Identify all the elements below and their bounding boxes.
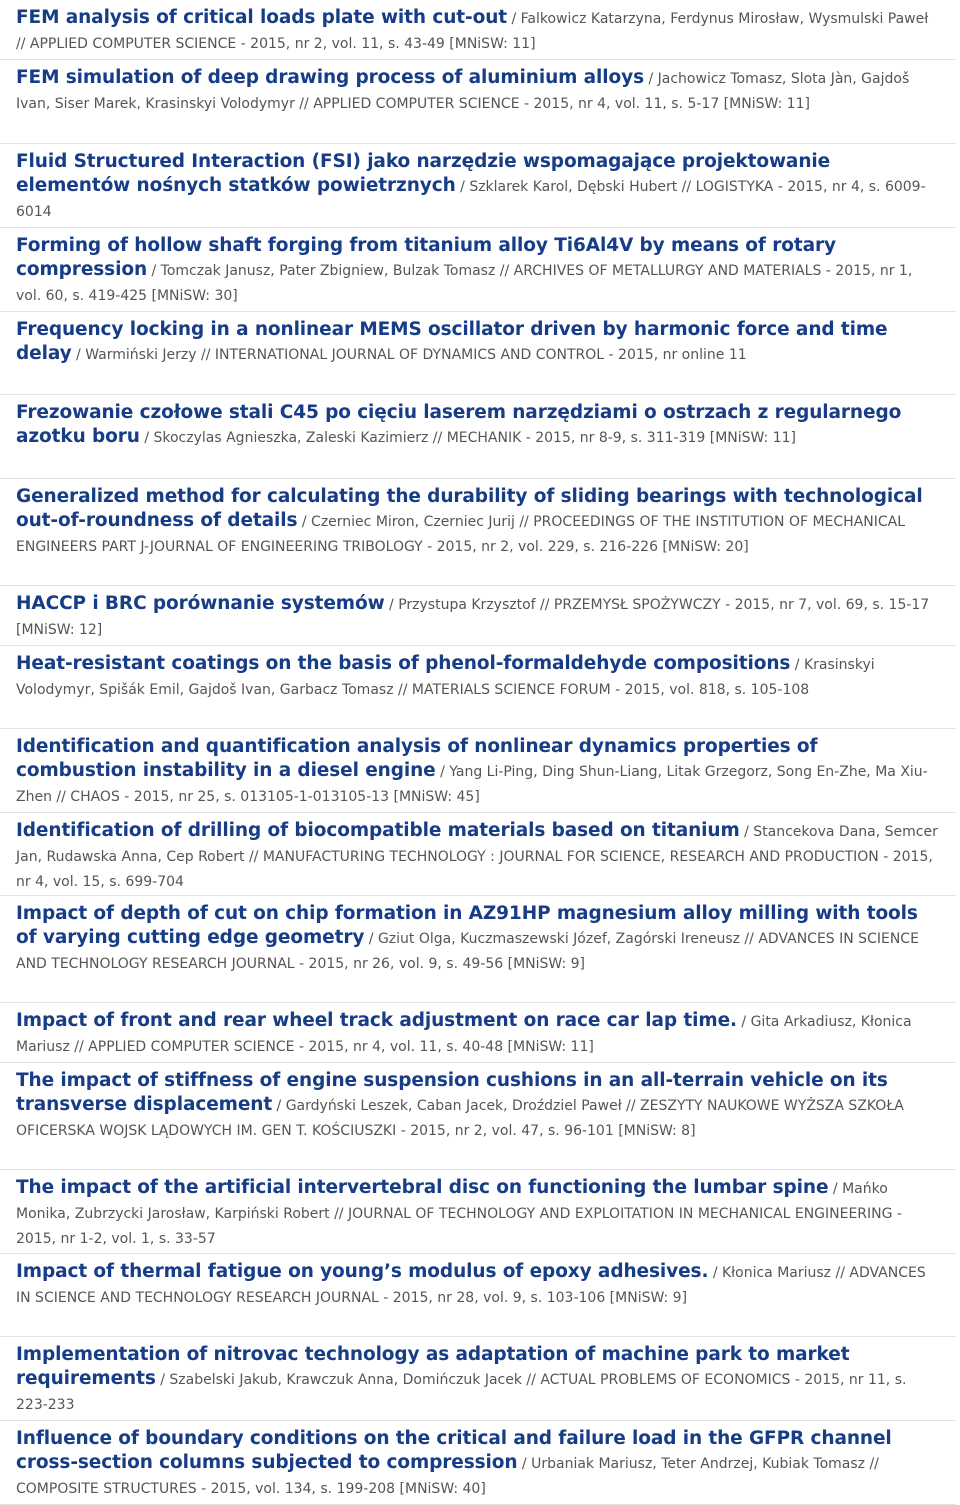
publication-authors: Gziut Olga, Kuczmaszewski Józef, Zagórski Ireneusz xyxy=(377,931,740,947)
publication-source: ACTUAL PROBLEMS OF ECONOMICS - 2015, nr 11, s. 223-233 xyxy=(16,1372,907,1413)
separator: // xyxy=(621,1098,641,1114)
publication-source: JOURNAL OF TECHNOLOGY AND EXPLOITATION IN MECHANICAL ENGINEERING - 2015, nr 1-2, vol. 1, s. 33-57 xyxy=(16,1206,902,1247)
separator: // xyxy=(51,789,71,805)
publication-source: ADVANCES IN SCIENCE AND TECHNOLOGY RESEARCH JOURNAL - 2015, nr 26, vol. 9, s. 49-56 [MNiSW: 9] xyxy=(16,931,919,972)
publication-source: INTERNATIONAL JOURNAL OF DYNAMICS AND CONTROL - 2015, nr online 11 xyxy=(214,347,747,363)
publication-entry xyxy=(0,144,956,228)
publication-entry xyxy=(0,60,956,144)
publication-source: APPLIED COMPUTER SCIENCE - 2015, nr 2, vol. 11, s. 43-49 [MNiSW: 11] xyxy=(29,36,536,52)
publication-title-link[interactable]: Identification of drilling of biocompatible materials based on titanium xyxy=(16,820,740,841)
publication-title-link[interactable]: Influence of boundary conditions on the critical and failure load in the GFPR channel cross-section columns subjected to compression xyxy=(16,1428,892,1473)
separator: / xyxy=(455,179,470,195)
publication-title-link[interactable]: Implementation of nitrovac technology as adaptation of machine park to market requirements xyxy=(16,1344,850,1389)
separator: // xyxy=(244,849,263,865)
publication-title-link[interactable]: Impact of depth of cut on chip formation in AZ91HP magnesium alloy milling with tools of varying cutting edge geometry xyxy=(16,903,918,948)
separator: // xyxy=(196,347,215,363)
publication-authors: Przystupa Krzysztof xyxy=(398,597,536,613)
separator: // xyxy=(677,179,696,195)
publication-authors: Szabelski Jakub, Krawczuk Anna, Domińczuk Jacek xyxy=(169,1372,522,1388)
publication-title-link[interactable]: Impact of thermal fatigue on young’s modulus of epoxy adhesives. xyxy=(16,1261,709,1282)
publication-entry xyxy=(0,1337,956,1421)
publication-authors: Tomczak Janusz, Pater Zbigniew, Bulzak Tomasz xyxy=(160,263,496,279)
publication-source: MANUFACTURING TECHNOLOGY : JOURNAL FOR SCIENCE, RESEARCH AND PRODUCTION - 2015, nr 4, vol. 15, s. 699-704 xyxy=(16,849,933,890)
separator: // xyxy=(294,96,314,112)
publication-title-link[interactable]: FEM analysis of critical loads plate with cut-out xyxy=(16,7,508,28)
publication-entry xyxy=(0,1170,956,1254)
publication-title-link[interactable]: HACCP i BRC porównanie systemów xyxy=(16,593,385,614)
separator: // xyxy=(514,514,534,530)
publication-source: COMPOSITE STRUCTURES - 2015, vol. 134, s. 199-208 [MNiSW: 40] xyxy=(16,1481,486,1497)
publication-authors: Gita Arkadiusz, Kłonica Mariusz xyxy=(16,1014,912,1055)
publication-title-link[interactable]: Impact of front and rear wheel track adjustment on race car lap time. xyxy=(16,1010,737,1031)
publication-source: PRZEMYSŁ SPOŻYWCZY - 2015, nr 7, vol. 69, s. 15-17 [MNiSW: 12] xyxy=(16,597,930,638)
publication-title-link[interactable]: FEM simulation of deep drawing process of aluminium alloys xyxy=(16,67,645,88)
separator: / xyxy=(736,1014,751,1030)
publication-entry xyxy=(0,312,956,395)
separator: / xyxy=(297,514,312,530)
publication-authors: Czerniec Miron, Czerniec Jurij xyxy=(311,514,515,530)
separator: // xyxy=(428,430,447,446)
separator: // xyxy=(739,931,759,947)
separator: / xyxy=(644,71,658,87)
publication-source: ADVANCES IN SCIENCE AND TECHNOLOGY RESEARCH JOURNAL - 2015, nr 28, vol. 9, s. 103-106 [MNiSW: 9] xyxy=(16,1265,926,1306)
publication-title-link[interactable]: Identification and quantification analysis of nonlinear dynamics properties of combustion instability in a diesel engine xyxy=(16,736,818,781)
publication-source: MATERIALS SCIENCE FORUM - 2015, vol. 818, s. 105-108 xyxy=(411,682,810,698)
publication-source: APPLIED COMPUTER SCIENCE - 2015, nr 4, vol. 11, s. 40-48 [MNiSW: 11] xyxy=(88,1039,594,1055)
publication-source: ZESZYTY NAUKOWE WYŻSZA SZKOŁA OFICERSKA WOJSK LĄDOWYCH IM. GEN T. KOŚCIUSZKI - 2015, nr 2, vol. 47, s. 96-101 [MNiSW: 8] xyxy=(16,1098,904,1139)
publication-title-link[interactable]: Frequency locking in a nonlinear MEMS oscillator driven by harmonic force and time delay xyxy=(16,319,888,364)
publication-source: PROCEEDINGS OF THE INSTITUTION OF MECHANICAL ENGINEERS PART J-JOURNAL OF ENGINEERING TRIBOLOGY - 2015, nr 2, vol. 229, s. 216-226 [MNiSW: 20] xyxy=(16,514,906,555)
separator: / xyxy=(517,1456,532,1472)
separator: / xyxy=(147,263,161,279)
publication-source: APPLIED COMPUTER SCIENCE - 2015, nr 4, vol. 11, s. 5-17 [MNiSW: 11] xyxy=(313,96,810,112)
publication-entry xyxy=(0,0,956,60)
separator: // xyxy=(521,1372,541,1388)
publication-entry xyxy=(0,1421,956,1505)
publication-entry xyxy=(0,395,956,479)
publication-authors: Skoczylas Agnieszka, Zaleski Kazimierz xyxy=(153,430,429,446)
publication-title-link[interactable]: Forming of hollow shaft forging from titanium alloy Ti6Al4V by means of rotary compression xyxy=(16,235,836,280)
separator: // xyxy=(495,263,514,279)
separator: // xyxy=(69,1039,89,1055)
publication-entry xyxy=(0,813,956,896)
publication-entry xyxy=(0,646,956,729)
separator: / xyxy=(828,1181,843,1197)
publication-authors: Urbaniak Mariusz, Teter Andrzej, Kubiak Tomasz xyxy=(531,1456,866,1472)
publication-title-link[interactable]: The impact of stiffness of engine suspension cushions in an all-terrain vehicle on its transverse displacement xyxy=(16,1070,888,1115)
publication-entry xyxy=(0,1003,956,1063)
separator: / xyxy=(155,1372,170,1388)
publication-authors: Falkowicz Katarzyna, Ferdynus Mirosław, Wysmulski Paweł xyxy=(520,11,929,27)
publication-title-link[interactable]: Generalized method for calculating the durability of sliding bearings with technological out-of-roundness of details xyxy=(16,486,923,531)
separator: / xyxy=(435,764,450,780)
publication-entry xyxy=(0,1063,956,1170)
publication-source: MECHANIK - 2015, nr 8-9, s. 311-319 [MNiSW: 11] xyxy=(446,430,796,446)
publication-entry xyxy=(0,896,956,1003)
separator: / xyxy=(739,824,754,840)
publication-authors: Kłonica Mariusz xyxy=(722,1265,832,1281)
publication-authors: Krasinskyi Volodymyr, Spišák Emil, Gajdoš Ivan, Garbacz Tomasz xyxy=(16,657,875,698)
separator: / xyxy=(139,430,154,446)
separator: // xyxy=(535,597,554,613)
publication-authors: Szklarek Karol, Dębski Hubert xyxy=(469,179,678,195)
publication-source: LOGISTYKA - 2015, nr 4, s. 6009-6014 xyxy=(16,179,926,220)
separator: / xyxy=(507,11,521,27)
publication-title-link[interactable]: Fluid Structured Interaction (FSI) jako narzędzie wspomagające projektowanie elementów nośnych statków powietrznych xyxy=(16,151,831,196)
publication-authors: Stancekova Dana, Semcer Jan, Rudawska Anna, Cep Robert xyxy=(16,824,938,865)
publication-title-link[interactable]: The impact of the artificial intervertebral disc on functioning the lumbar spine xyxy=(16,1177,829,1198)
publication-authors: Warmiński Jerzy xyxy=(85,347,197,363)
publication-source: ARCHIVES OF METALLURGY AND MATERIALS - 2015, nr 1, vol. 60, s. 419-425 [MNiSW: 30] xyxy=(16,263,913,304)
separator: / xyxy=(272,1098,286,1114)
separator: / xyxy=(71,347,86,363)
publication-authors: Gardyński Leszek, Caban Jacek, Droździel Paweł xyxy=(285,1098,622,1114)
publication-title-link[interactable]: Frezowanie czołowe stali C45 po cięciu laserem narzędziami o ostrzach z regularnego azotku boru xyxy=(16,402,902,447)
separator: // xyxy=(329,1206,348,1222)
publication-entry xyxy=(0,586,956,646)
separator: // xyxy=(393,682,412,698)
publication-entry xyxy=(0,228,956,312)
separator: / xyxy=(790,657,804,673)
publication-entry xyxy=(0,1254,956,1337)
publication-title-link[interactable]: Heat-resistant coatings on the basis of phenol-formaldehyde compositions xyxy=(16,653,791,674)
publication-entry xyxy=(0,729,956,813)
separator: / xyxy=(708,1265,722,1281)
publication-authors: Jachowicz Tomasz, Slota Jàn, Gajdoš Ivan, Siser Marek, Krasinskyi Volodymyr xyxy=(16,71,910,112)
separator: // xyxy=(831,1265,850,1281)
separator: / xyxy=(384,597,399,613)
separator: // xyxy=(16,36,30,52)
publication-authors: Yang Li-Ping, Ding Shun-Liang, Litak Grzegorz, Song En-Zhe, Ma Xiu-Zhen xyxy=(16,764,928,805)
publication-entry xyxy=(0,479,956,586)
separator: / xyxy=(364,931,378,947)
publication-authors: Mańko Monika, Zubrzycki Jarosław, Karpiński Robert xyxy=(16,1181,888,1222)
publication-source: CHAOS - 2015, nr 25, s. 013105-1-013105-13 [MNiSW: 45] xyxy=(70,789,480,805)
separator: // xyxy=(865,1456,879,1472)
